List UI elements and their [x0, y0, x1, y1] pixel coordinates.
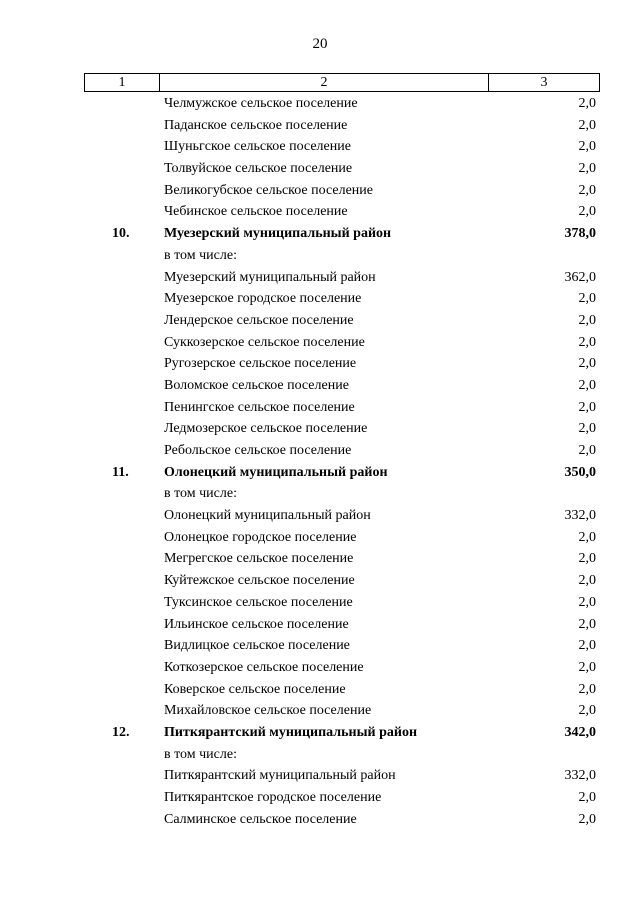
table-row [0, 679, 640, 701]
column-header-1: 1 [85, 74, 160, 92]
row-name: Чебинское сельское поселение [164, 204, 348, 220]
row-value: 2,0 [578, 443, 596, 458]
district-row [0, 223, 640, 245]
row-value: 2,0 [578, 659, 596, 675]
row-value: 378,0 [564, 226, 596, 242]
row-name: Салминское сельское поселение [164, 811, 357, 827]
row-value: 350,0 [564, 464, 596, 480]
table-header-row [85, 74, 600, 92]
row-value: 2,0 [578, 421, 596, 437]
table-row [0, 418, 640, 440]
table-row [0, 700, 640, 722]
row-name: Питкярантский муниципальный район [164, 724, 418, 740]
district-row [0, 462, 640, 484]
row-number: 11. [112, 464, 129, 480]
row-value: 332,0 [564, 768, 596, 784]
row-name: Питкярантский муниципальный район [164, 768, 396, 784]
row-name: Михайловское сельское поселение [164, 703, 372, 719]
row-value: 2,0 [578, 551, 596, 567]
row-name: Толвуйское сельское поселение [164, 161, 353, 177]
row-name: Туксинское сельское поселение [164, 594, 353, 610]
row-name: Муезерское городское поселение [164, 291, 362, 307]
row-number: 10. [112, 226, 130, 242]
row-name: Олонецкий муниципальный район [164, 464, 388, 480]
row-name: Олонецкое городское поселение [164, 529, 357, 545]
row-value: 2,0 [578, 594, 596, 610]
table-row [0, 440, 640, 462]
row-name: Ледмозерское сельское поселение [164, 421, 368, 437]
row-value: 2,0 [578, 681, 596, 697]
row-value: 2,0 [578, 356, 596, 372]
row-value: 2,0 [578, 529, 596, 545]
row-name: в том числе: [164, 746, 237, 762]
row-value: 2,0 [578, 117, 596, 133]
row-number: 12. [112, 724, 130, 740]
row-value: 2,0 [578, 638, 596, 654]
row-value: 332,0 [564, 508, 596, 524]
row-value: 2,0 [578, 96, 596, 111]
row-value: 2,0 [578, 291, 596, 307]
table-row [0, 765, 640, 787]
row-value: 2,0 [578, 204, 596, 220]
row-name: Ребольское сельское поселение [164, 443, 352, 458]
row-value: 2,0 [578, 811, 596, 827]
table-row [0, 310, 640, 332]
row-name: Муезерский муниципальный район [164, 269, 376, 285]
table-row [0, 332, 640, 354]
table-row [0, 158, 640, 180]
row-name: Питкярантское городское поселение [164, 790, 382, 805]
table-row [0, 288, 640, 310]
row-value: 2,0 [578, 312, 596, 328]
row-name: Муезерский муниципальный район [164, 226, 392, 242]
row-value: 2,0 [578, 616, 596, 632]
row-value: 2,0 [578, 334, 596, 350]
table-row [0, 375, 640, 397]
column-header-2: 2 [160, 74, 489, 92]
column-header-3: 3 [489, 74, 600, 92]
row-name: Олонецкий муниципальный район [164, 508, 371, 524]
page-number: 20 [312, 36, 328, 52]
table-body [0, 93, 640, 830]
table-row [0, 180, 640, 202]
row-name: Великогубское сельское поселение [164, 182, 373, 198]
table-row [0, 548, 640, 570]
row-name: Видлицкое сельское поселение [164, 638, 350, 654]
row-value: 2,0 [578, 139, 596, 155]
row-name: в том числе: [164, 247, 237, 263]
table-row [0, 744, 640, 766]
row-name: Куйтежское сельское поселение [164, 573, 355, 589]
table-row [0, 657, 640, 679]
table-row [0, 635, 640, 657]
table-row [0, 527, 640, 549]
table-row [0, 483, 640, 505]
table-row [0, 809, 640, 831]
row-name: Коверское сельское поселение [164, 681, 346, 697]
table-row [0, 397, 640, 419]
row-name: Лендерское сельское поселение [164, 312, 354, 328]
row-value: 2,0 [578, 399, 596, 415]
row-name: Ругозерское сельское поселение [164, 356, 357, 372]
row-name: Паданское сельское поселение [164, 117, 348, 133]
row-value: 2,0 [578, 182, 596, 198]
row-name: Коткозерское сельское поселение [164, 659, 364, 675]
row-name: Шуньгское сельское поселение [164, 139, 351, 155]
table-row [0, 570, 640, 592]
table-row [0, 115, 640, 137]
row-value: 342,0 [564, 724, 596, 740]
row-value: 2,0 [578, 703, 596, 719]
table-header [84, 73, 600, 92]
table-row [0, 201, 640, 223]
row-value: 2,0 [578, 790, 596, 805]
table-row [0, 592, 640, 614]
table-row [0, 353, 640, 375]
row-value: 2,0 [578, 161, 596, 177]
table-row [0, 505, 640, 527]
table-row [0, 787, 640, 809]
row-name: в том числе: [164, 486, 237, 502]
table-row [0, 267, 640, 289]
table-row [0, 136, 640, 158]
row-name: Мегрегское сельское поселение [164, 551, 354, 567]
table-row [0, 614, 640, 636]
row-value: 2,0 [578, 573, 596, 589]
row-name: Ильинское сельское поселение [164, 616, 349, 632]
table-row [0, 93, 640, 115]
row-name: Пенингское сельское поселение [164, 399, 355, 415]
row-name: Воломское сельское поселение [164, 377, 349, 393]
row-value: 362,0 [564, 269, 596, 285]
row-name: Челмужское сельское поселение [164, 96, 358, 111]
row-name: Суккозерское сельское поселение [164, 334, 365, 350]
row-value: 2,0 [578, 377, 596, 393]
district-row [0, 722, 640, 744]
table-row [0, 245, 640, 267]
